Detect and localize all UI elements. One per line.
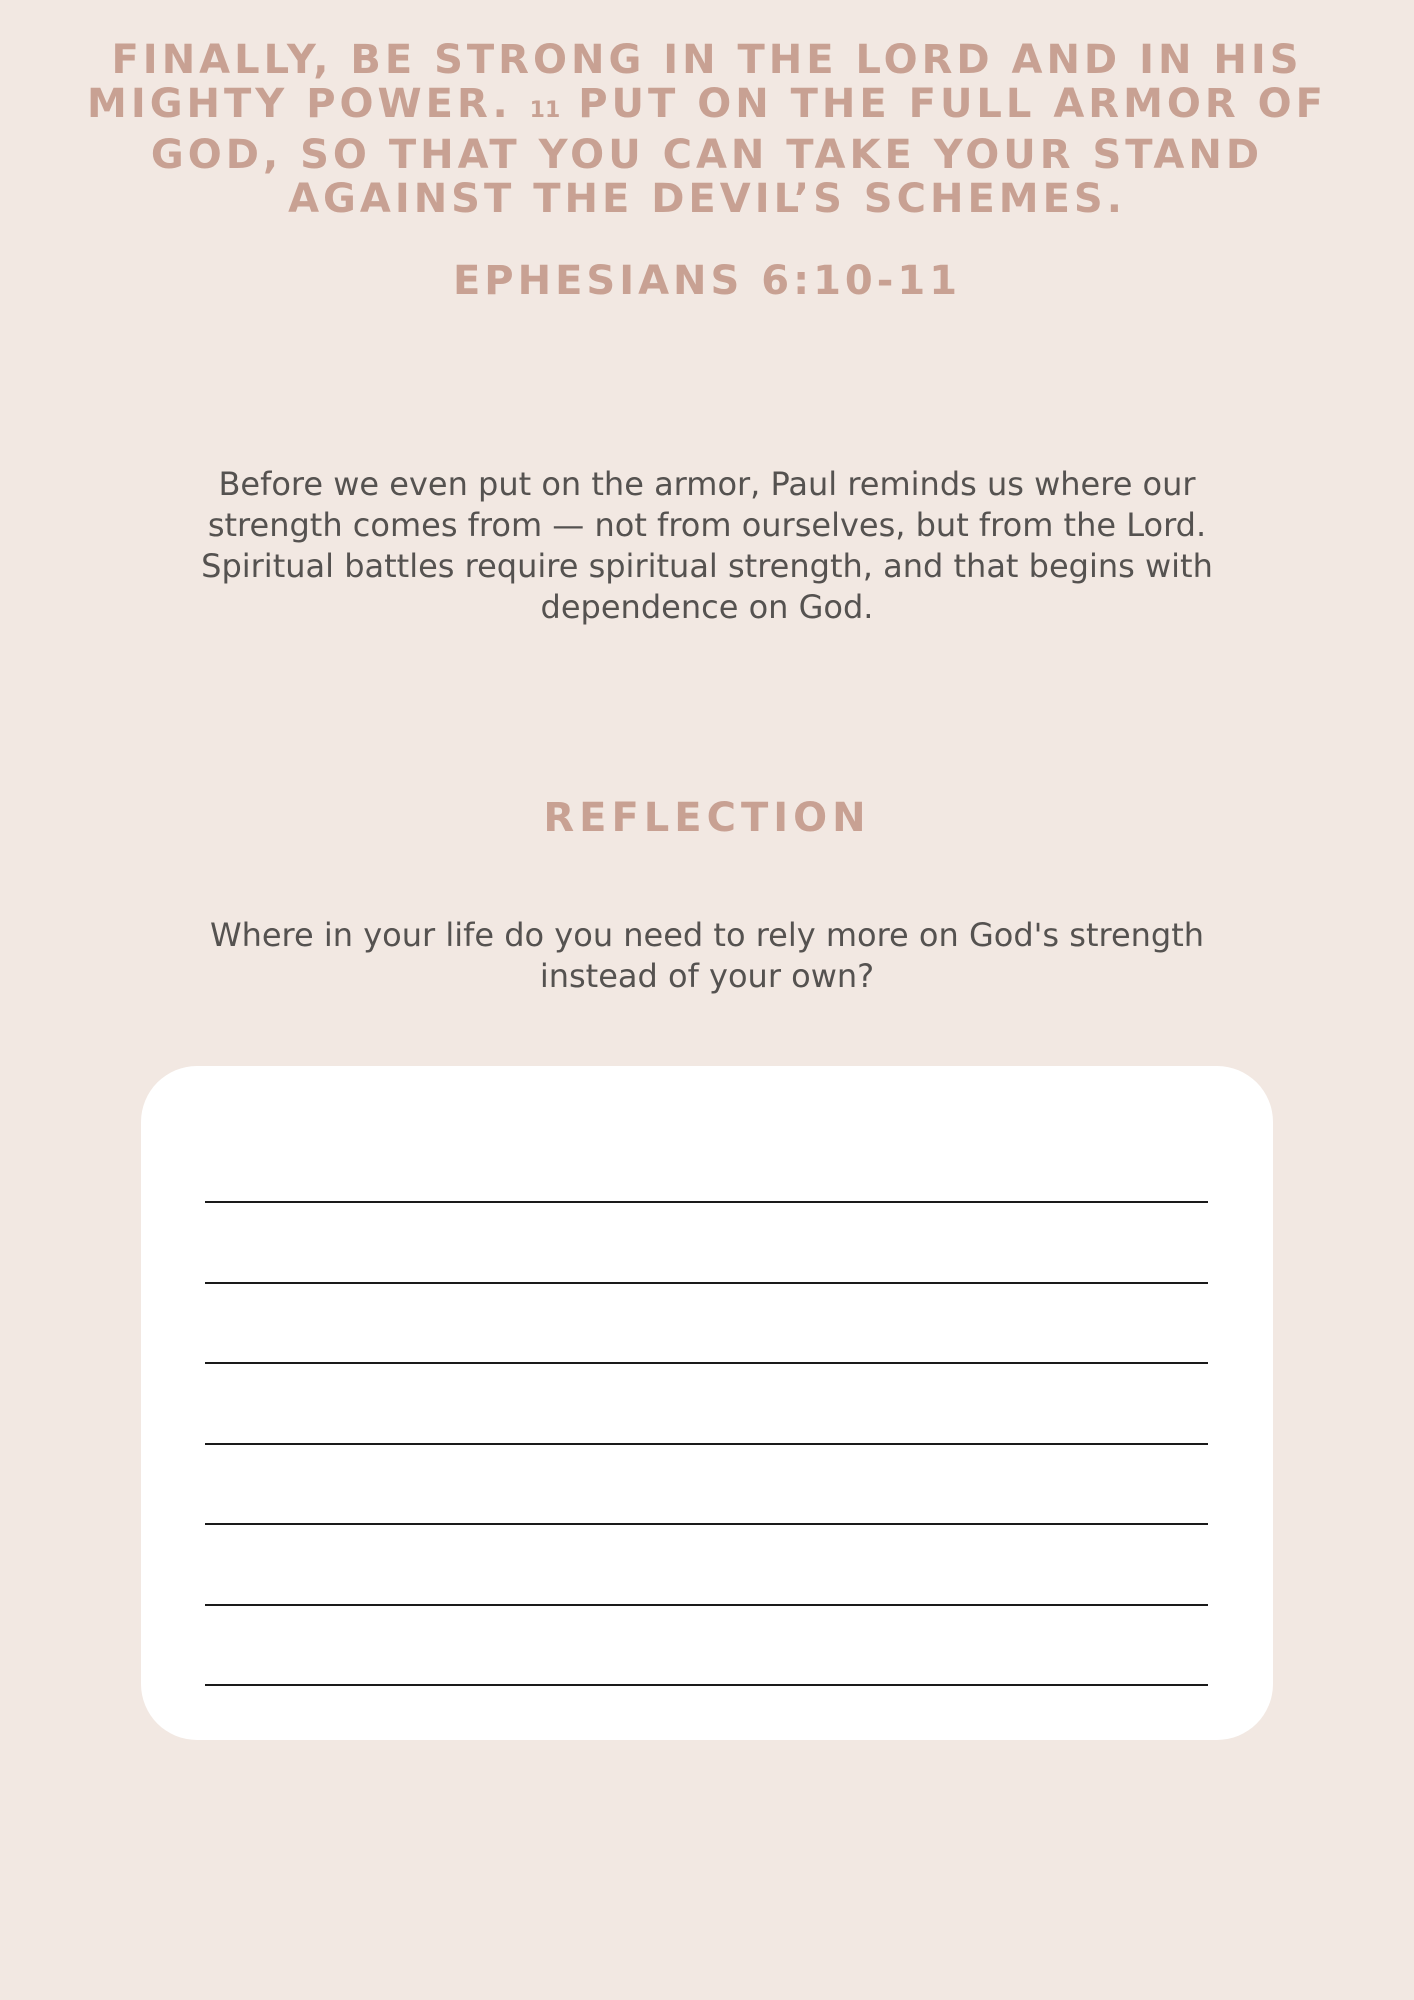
reflection-heading: REFLECTION (543, 795, 871, 841)
scripture-reference: EPHESIANS 6:10-11 (452, 258, 962, 304)
writing-line[interactable] (205, 1282, 1208, 1284)
commentary-paragraph: Before we even put on the armor, Paul reminds us where our strength comes from — not from ourselves, but from the Lord. Spiritual battles require spiritual strength, and that begins with dependence on God. (201, 465, 1213, 626)
verse-part-2: PUT ON THE FULL ARMOR OF GOD, SO THAT YOU CAN TAKE YOUR STAND AGAINST THE DEVIL’S SCHEMES. (150, 81, 1327, 222)
writing-line[interactable] (205, 1604, 1208, 1606)
writing-line[interactable] (205, 1201, 1208, 1203)
reflection-prompt: Where in your life do you need to rely more on God's strength instead of your own? (209, 916, 1205, 995)
scripture-verse (70, 38, 1344, 221)
verse-number: 11 (529, 98, 561, 123)
verse-part-1: FINALLY, BE STRONG IN THE LORD AND IN HIS MIGHTY POWER. (87, 37, 1303, 127)
writing-line[interactable] (205, 1684, 1208, 1686)
writing-line[interactable] (205, 1523, 1208, 1525)
writing-line[interactable] (205, 1362, 1208, 1364)
writing-line[interactable] (205, 1443, 1208, 1445)
journal-writing-box[interactable] (141, 1066, 1273, 1740)
